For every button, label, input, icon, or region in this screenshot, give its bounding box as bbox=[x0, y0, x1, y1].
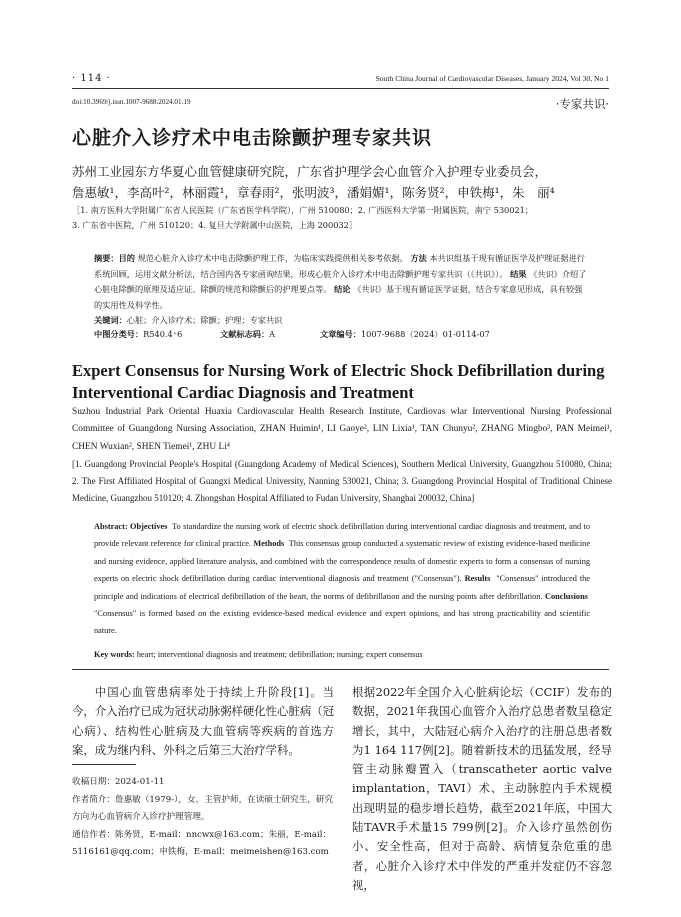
chinese-authors-names: 詹惠敏¹，李高叶²，林丽霞¹，章春雨²，张明波³，潘娟媚¹，陈务贤²，申铁梅¹，朱 丽⁴ bbox=[72, 184, 555, 200]
body-paragraph-right: 根据2022年全国介入心脏病论坛（CCIF）发布的数据，2021年我国心血管介入治疗总患者数呈稳定增长，其中，大陆冠心病介入治疗的注册总患者数为1 164 117例[2]。随着新技术的迅猛发展，经导管主动脉瓣置入（transcatheter aortic valve implantation，TAVI）术、主动脉腔内手术规模出现明显的稳步增长趋势，截至2021年底，中国大陆TAVR手术量15 799例[2]。介入诊疗虽然创伤小、安全性高，但对于高龄、病情复杂危重的患者，心脏介入诊疗术中伴发的严重并发症仍不容忽视， bbox=[352, 685, 612, 892]
cn-keywords: 心脏；介入诊疗术；除颤；护理；专家共识 bbox=[126, 315, 283, 325]
corresponding-author: 通信作者：陈务贤，E-mail：nncwx@163.com；朱丽，E-mail：5116161@qq.com；申铁梅，E-mail：meimeishen@163.com bbox=[72, 829, 332, 857]
chinese-affiliations bbox=[72, 203, 612, 233]
body-left-column bbox=[72, 683, 334, 760]
chinese-authors bbox=[72, 162, 612, 203]
doc-code-label: 文献标志码： bbox=[220, 329, 270, 339]
english-title: Expert Consensus for Nursing Work of Electric Shock Defibrillation during Interventional Cardiac Diagnosis and Treatment bbox=[72, 361, 605, 402]
en-methods: This consensus group conducted a systematic review of existing evidence-based medicine and nursing evidence, applied literature analysis, and combined with the correspondence results of domestic experts to form a consensus of nursing experts on electric shock defibrillation during cardiac interventional diagnosis and treatment ("Consensus"). bbox=[94, 539, 590, 584]
clc-value: R540.4⁺6 bbox=[143, 329, 183, 339]
journal-running-header: South China Journal of Cardiovascular Diseases, January 2024, Vol 30, No 1 bbox=[375, 74, 609, 83]
en-results-label: Results bbox=[464, 574, 491, 584]
cn-objective: 规范心脏介入诊疗术中电击除颤护理工作，为临床实践提供相关参考依据。 bbox=[137, 253, 408, 263]
body-right-column bbox=[352, 683, 612, 895]
cn-conclusion: 《共识》基于现有循证医学证据，结合专家意见形成，具有较强的实用性及科学性。 bbox=[94, 284, 583, 310]
english-affiliations: [1. Guangdong Provincial People's Hospital (Guangdong Academy of Medical Sciences), Southern Medical University, Guangzhou 510080, China; 2. The First Affiliated Hospital of Guangxi Medical University, Nanning 530021, China; 3. Guangdong Provincial Hospital of Traditional Chinese Medicine, Guangzhou 510120; 4. Zhongshan Hospital Affiliated to Fudan University, Shanghai 200032, China] bbox=[72, 459, 612, 504]
en-abstract-label: Abstract: Objectives bbox=[94, 522, 168, 531]
page-number: · 114 · bbox=[72, 73, 111, 84]
english-keywords bbox=[94, 647, 590, 662]
en-results: "Consensus" introduced the principle and indications of electrical defibrillation of the heart, the norms of defibrillation and the nursing points after defibrillation. bbox=[94, 574, 590, 601]
footnote-rule bbox=[72, 764, 136, 765]
article-no-label: 文章编号： bbox=[320, 329, 361, 339]
en-objectives: To standardize the nursing work of electric shock defibrillation during interventional cardiac diagnosis and treatment, and to provide relevant reference for clinical practice. bbox=[94, 522, 590, 549]
author-bio: 作者简介：詹惠敏（1979-），女，主管护师，在读硕士研究生，研究方向为心血管病介入诊疗护理管理。 bbox=[72, 794, 334, 822]
english-abstract bbox=[94, 518, 590, 640]
chinese-affiliation-line-2: 3. 广东省中医院，广州 510120；4. 复旦大学附属中山医院，上海 200032］ bbox=[72, 220, 358, 230]
chinese-title: 心脏介入诊疗术中电击除颤护理专家共识 bbox=[72, 127, 433, 149]
received-date: 收稿日期：2024-01-11 bbox=[72, 777, 165, 787]
en-conclusions-label: Conclusions bbox=[545, 591, 588, 601]
doc-code-value: A bbox=[269, 329, 276, 339]
en-keywords-label: Key words: bbox=[94, 650, 135, 659]
body-paragraph-left: 中国心血管患病率处于持续上升阶段[1]。当今，介入治疗已成为冠状动脉粥样硬化性心脏病（冠心病）、结构性心脏病及大血管病等疾病的首选方案，成为继内科、外科之后第三大治疗学科。 bbox=[72, 685, 334, 757]
cn-methods-label: 方法 bbox=[410, 253, 427, 263]
doi: doi:10.3969/j.issn.1007-9688.2024.01.19 bbox=[72, 98, 191, 106]
section-rule bbox=[72, 669, 609, 670]
article-no-value: 1007-9688（2024）01-0114-07 bbox=[360, 329, 490, 339]
classification-line bbox=[94, 329, 590, 340]
english-authors: Suzhou Industrial Park Oriental Huaxia Cardiovascular Health Research Institute, Cardiovas wlar Interventional Nursing Professional Committee of Guangdong Nursing Association, ZHAN Huimin¹, LI Gaoye², LIN Lixia¹, TAN Chunyu², ZHANG Mingbo³, PAN Meimei¹, CHEN Wuxian², SHEN Tiemei¹, ZHU Li⁴ bbox=[72, 407, 612, 452]
chinese-affiliation-line-1: ［1. 南方医科大学附属广东省人民医院（广东省医学科学院），广州 510080；2. 广西医科大学第一附属医院，南宁 530021； bbox=[72, 205, 534, 215]
column-tag: ·专家共识· bbox=[555, 97, 609, 111]
cn-keywords-label: 关键词： bbox=[94, 315, 127, 325]
cn-results-label: 结果 bbox=[510, 268, 527, 279]
en-keywords: heart; interventional diagnosis and treatment; defibrillation; nursing; expert consensus bbox=[136, 650, 423, 659]
header-rule bbox=[72, 88, 609, 89]
en-conclusions: "Consensus" is formed based on the existing evidence-based medical evidence and expert opinions, and has strong practicability and scientific nature. bbox=[94, 609, 590, 636]
cn-conclusion-label: 结论 bbox=[334, 284, 351, 295]
chinese-authors-org: 苏州工业园东方华夏心血管健康研究院，广东省护理学会心血管介入护理专业委员会， bbox=[72, 164, 548, 179]
clc-label: 中图分类号： bbox=[94, 329, 144, 339]
chinese-keywords bbox=[94, 313, 590, 329]
footnotes bbox=[72, 774, 334, 862]
cn-results: 《共识》介绍了心脏电除颤的原理及适应证、除颤的规范和除颤后的护理要点等。 bbox=[94, 268, 587, 295]
en-methods-label: Methods bbox=[253, 539, 285, 549]
chinese-abstract bbox=[94, 251, 590, 313]
cn-abstract-label: 摘要：目的 bbox=[94, 253, 135, 263]
cn-methods: 本共识组基于现有循证医学及护理证据进行系统回顾，运用文献分析法，结合国内各专家函询结果，形成心脏介入诊疗术中电击除颤护理专家共识（《共识》）。 bbox=[94, 253, 585, 279]
